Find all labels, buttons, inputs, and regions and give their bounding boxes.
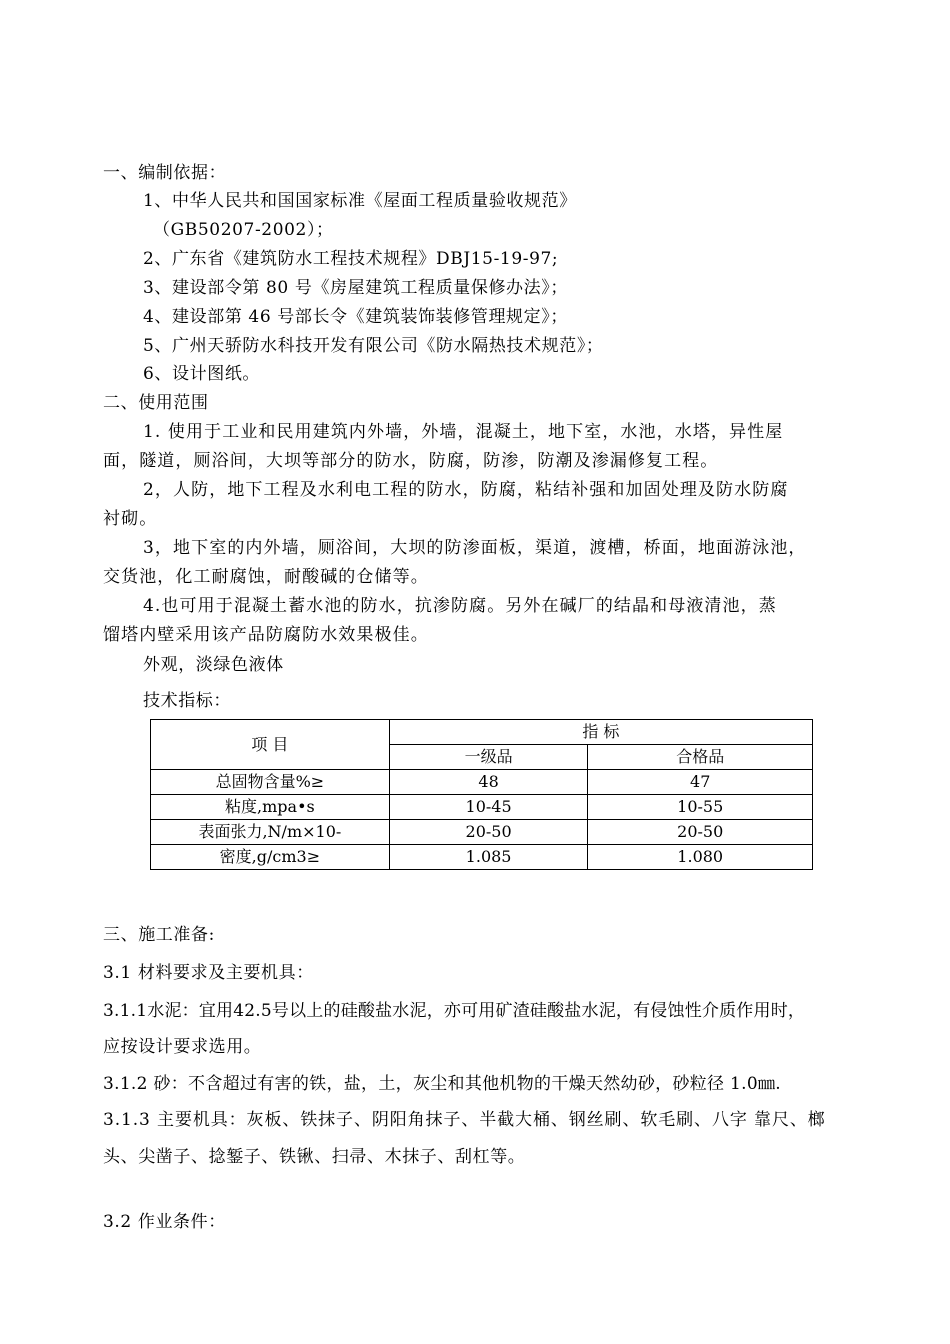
grade1-header: 一级品 — [389, 745, 588, 770]
table-row — [151, 820, 813, 845]
table-header-row — [151, 720, 813, 745]
row-name: 总固物含量%≥ — [151, 770, 390, 795]
index-header: 指 标 — [389, 720, 812, 745]
row-name: 密度,g/cm3≥ — [151, 845, 390, 870]
basis-item-2: 2、广东省《建筑防水工程技术规程》DBJ15-19-97; — [143, 249, 559, 269]
row-grade1: 1.085 — [389, 845, 588, 870]
item-header: 项 目 — [151, 720, 390, 770]
row-grade1: 48 — [389, 770, 588, 795]
table-row — [151, 845, 813, 870]
scope-para-4 — [103, 592, 863, 650]
table-row — [151, 770, 813, 795]
row-grade1: 10-45 — [389, 795, 588, 820]
scope-para-2-line1: 2，人防，地下工程及水利电工程的防水，防腐，粘结补强和加固处理及防水防腐 — [143, 480, 789, 500]
scope-para-3-line1: 3，地下室的内外墙，厕浴间，大坝的防渗面板，渠道，渡槽，桥面，地面游泳池， — [143, 538, 807, 558]
row-grade2: 10-55 — [588, 795, 813, 820]
appearance-text: 外观，淡绿色液体 — [143, 655, 284, 675]
basis-item-1: 1、中华人民共和国国家标准《屋面工程质量验收规范》 — [143, 191, 577, 211]
tech-indicators-label: 技术指标： — [143, 691, 231, 711]
section2-heading: 二、使用范围 — [103, 393, 209, 413]
cement-line1: 3.1.1水泥：宜用42.5号以上的硅酸盐水泥，亦可用矿渣硅酸盐水泥，有侵蚀性介质作用时， — [103, 1001, 806, 1021]
section3-heading: 三、施工准备: — [103, 925, 215, 945]
row-grade1: 20-50 — [389, 820, 588, 845]
grade2-header: 合格品 — [588, 745, 813, 770]
basis-item-1-cont: （GB50207-2002）； — [153, 220, 334, 240]
scope-para-4-line1: 4.也可用于混凝土蓄水池的防水，抗渗防腐。另外在碱厂的结晶和母液清池，蒸 — [143, 596, 777, 616]
material-requirements-heading: 3.1 材料要求及主要机具： — [103, 963, 314, 983]
scope-para-1-line1: 1. 使用于工业和民用建筑内外墙，外墙，混凝土，地下室，水池，水塔，异性屋 — [143, 422, 784, 442]
scope-para-2 — [103, 476, 863, 534]
basis-item-5: 5、广州天骄防水科技开发有限公司《防水隔热技术规范》； — [143, 336, 604, 356]
section1-heading: 一、编制依据： — [103, 163, 227, 183]
scope-para-3-line2: 交货池，化工耐腐蚀，耐酸碱的仓储等。 — [103, 567, 429, 587]
tech-indicators-table — [150, 719, 813, 870]
basis-item-6: 6、设计图纸。 — [143, 364, 261, 384]
sand-line: 3.1.2 砂：不含超过有害的铁，盐，土，灰尘和其他机物的干燥天然幼砂，砂粒径 1.0㎜. — [103, 1074, 782, 1094]
tools-line2: 头、尖凿子、捻錾子、铁锹、扫帚、木抹子、刮杠等。 — [103, 1147, 526, 1167]
row-grade2: 47 — [588, 770, 813, 795]
basis-item-3: 3、建设部令第 80 号《房屋建筑工程质量保修办法》； — [143, 278, 568, 298]
basis-item-4: 4、建设部第 46 号部长令《建筑装饰装修管理规定》； — [143, 307, 568, 327]
row-name: 表面张力,N/m×10- — [151, 820, 390, 845]
scope-para-4-line2: 馏塔内壁采用该产品防腐防水效果极佳。 — [103, 625, 429, 645]
scope-para-3 — [103, 534, 863, 592]
work-conditions-heading: 3.2 作业条件： — [103, 1212, 226, 1232]
row-grade2: 1.080 — [588, 845, 813, 870]
scope-para-1-line2: 面，隧道，厕浴间，大坝等部分的防水，防腐，防渗，防潮及渗漏修复工程。 — [103, 451, 719, 471]
scope-para-2-line2: 衬砌。 — [103, 509, 158, 529]
scope-para-1 — [103, 418, 863, 476]
tools-line1: 3.1.3 主要机具：灰板、铁抹子、阴阳角抹子、半截大桶、钢丝刷、软毛刷、八字 靠尺、榔 — [103, 1110, 826, 1130]
row-name: 粘度,mpa•s — [151, 795, 390, 820]
table-row — [151, 795, 813, 820]
row-grade2: 20-50 — [588, 820, 813, 845]
cement-line2: 应按设计要求选用。 — [103, 1037, 262, 1057]
